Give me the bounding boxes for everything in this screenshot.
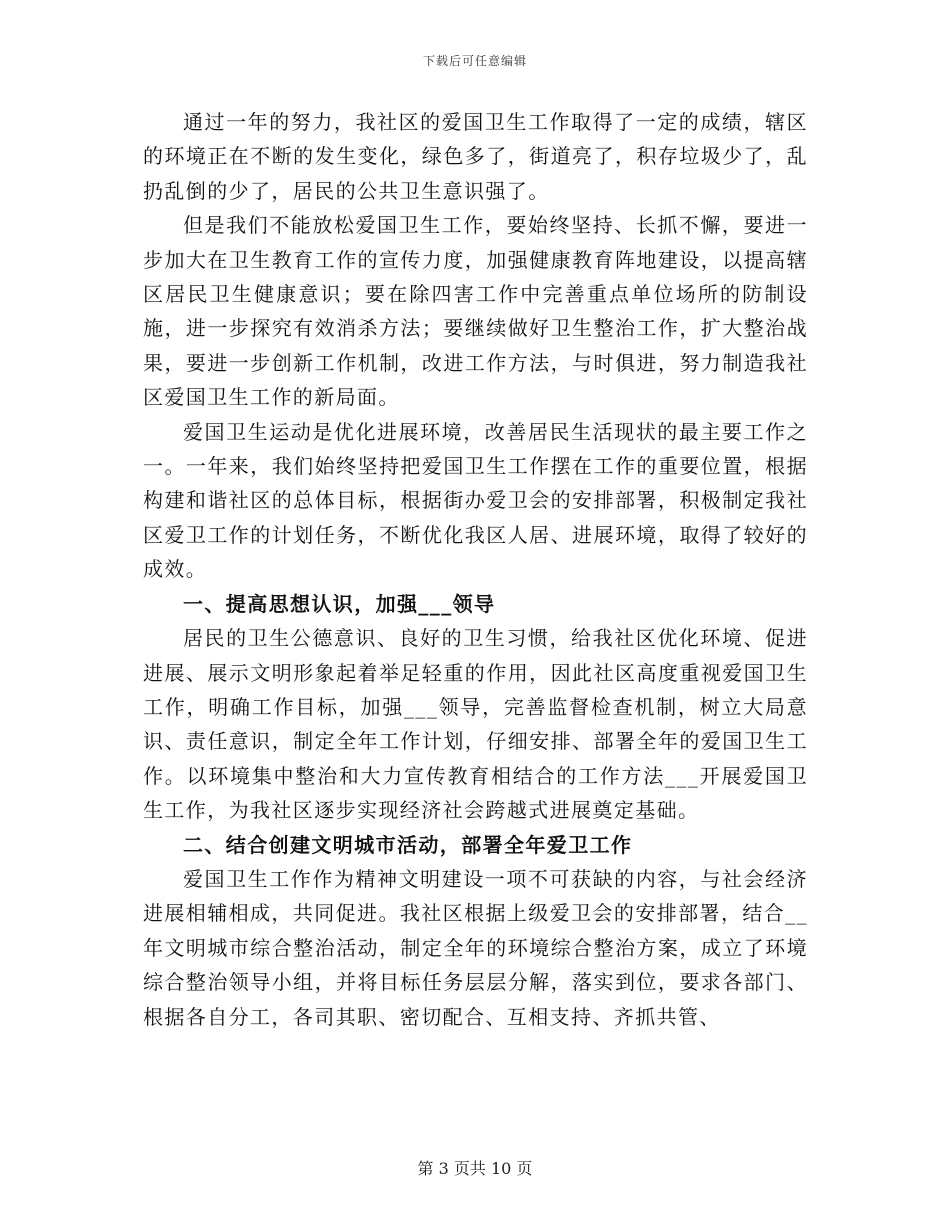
paragraph-achievements: 通过一年的努力，我社区的爱国卫生工作取得了一定的成绩，辖区的环境正在不断的发生变化，绿色多了，街道亮了，积存垃圾少了，乱扔乱倒的少了，居民的公共卫生意识强了。: [143, 110, 808, 203]
paragraph-section-1: 居民的卫生公德意识、良好的卫生习惯，给我社区优化环境、促进进展、展示文明形象起着举足轻重的作用，因此社区高度重视爱国卫生工作，明确工作目标，加强___领导，完善监督检查机制，树立大局意识、责任意识，制定全年工作计划，仔细安排、部署全年的爱国卫生工作。以环境集中整治和大力宣传教育相结合的工作方法___开展爱国卫生工作，为我社区逐步实现经济社会跨越式进展奠定基础。: [143, 626, 808, 823]
section-heading-1: 一、提高思想认识，加强___领导: [183, 591, 496, 616]
paragraph-overview: 爱国卫生运动是优化进展环境，改善居民生活现状的最主要工作之一。一年来，我们始终坚持把爱国卫生工作摆在工作的重要位置，根据构建和谐社区的总体目标，根据街办爱卫会的安排部署，积极制定我社区爱卫工作的计划任务，不断优化我区人居、进展环境，取得了较好的成效。: [143, 419, 808, 582]
page-number-footer: 第 3 页共 10 页: [417, 1159, 533, 1178]
paragraph-section-2: 爱国卫生工作作为精神文明建设一项不可获缺的内容，与社会经济进展相辅相成，共同促进。我社区根据上级爱卫会的安排部署，结合__年文明城市综合整治活动，制定全年的环境综合整治方案，成立了环境综合整治领导小组，并将目标任务层层分解，落实到位，要求各部门、根据各自分工，各司其职、密切配合、互相支持、齐抓共管、: [143, 866, 808, 1029]
paragraph-future-work: 但是我们不能放松爱国卫生工作，要始终坚持、长抓不懈，要进一步加大在卫生教育工作的宣传力度，加强健康教育阵地建设，以提高辖区居民卫生健康意识；要在除四害工作中完善重点单位场所的防制设施，进一步探究有效消杀方法；要继续做好卫生整治工作，扩大整治战果，要进一步创新工作机制，改进工作方法，与时俱进，努力制造我社区爱国卫生工作的新局面。: [143, 213, 808, 410]
page-header: 下载后可任意编辑: [422, 54, 527, 68]
section-heading-2: 二、结合创建文明城市活动，部署全年爱卫工作: [183, 832, 633, 857]
document-body: [143, 105, 808, 1034]
